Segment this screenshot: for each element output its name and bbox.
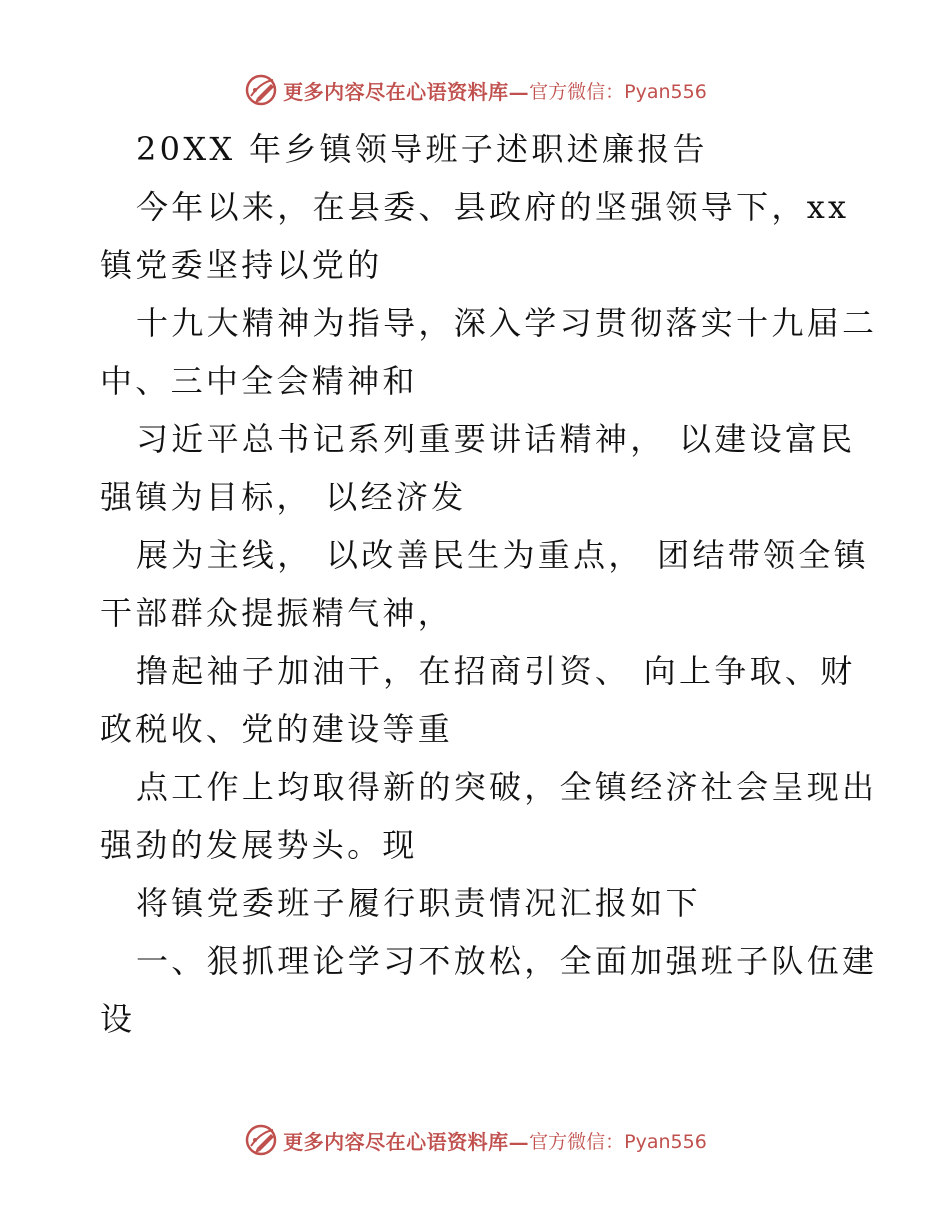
pen-logo-icon: [243, 72, 279, 108]
banner-contact: 官方微信：Pyan556: [529, 80, 707, 103]
document-body: [100, 120, 878, 1048]
body-line: 将镇党委班子履行职责情况汇报如下: [136, 884, 701, 922]
body-line: 点工作上均取得新的突破，全镇经济社会呈现出: [136, 768, 878, 806]
body-line: 展为主线， 以改善民生为重点， 团结带领全镇: [136, 536, 869, 574]
pen-logo-icon: [243, 1122, 279, 1158]
banner-contact: 官方微信：Pyan556: [529, 1130, 707, 1153]
body-line: 设: [100, 1000, 136, 1038]
section-heading: 一、狠抓理论学习不放松，全面加强班子队伍建: [136, 942, 878, 980]
document-title: 20XX 年乡镇领导班子述职述廉报告: [136, 130, 708, 168]
body-line: 习近平总书记系列重要讲话精神， 以建设富民: [136, 420, 856, 458]
body-line: 十九大精神为指导，深入学习贯彻落实十九届二: [136, 304, 878, 342]
body-line: 政税收、党的建设等重: [100, 710, 454, 748]
footer-banner: [0, 1120, 950, 1160]
body-line: 强镇为目标， 以经济发: [100, 478, 467, 516]
body-line: 撸起袖子加油干，在招商引资、 向上争取、财: [136, 652, 856, 690]
body-line: 今年以来，在县委、县政府的坚强领导下，xx: [136, 188, 850, 226]
banner-text: 更多内容尽在心语资料库—: [283, 79, 530, 104]
body-line: 镇党委坚持以党的: [100, 246, 383, 284]
banner-text: 更多内容尽在心语资料库—: [283, 1129, 530, 1154]
body-line: 中、三中全会精神和: [100, 362, 418, 400]
header-banner: [0, 70, 950, 110]
body-line: 强劲的发展势头。现: [100, 826, 418, 864]
body-line: 干部群众提振精气神，: [100, 594, 454, 632]
